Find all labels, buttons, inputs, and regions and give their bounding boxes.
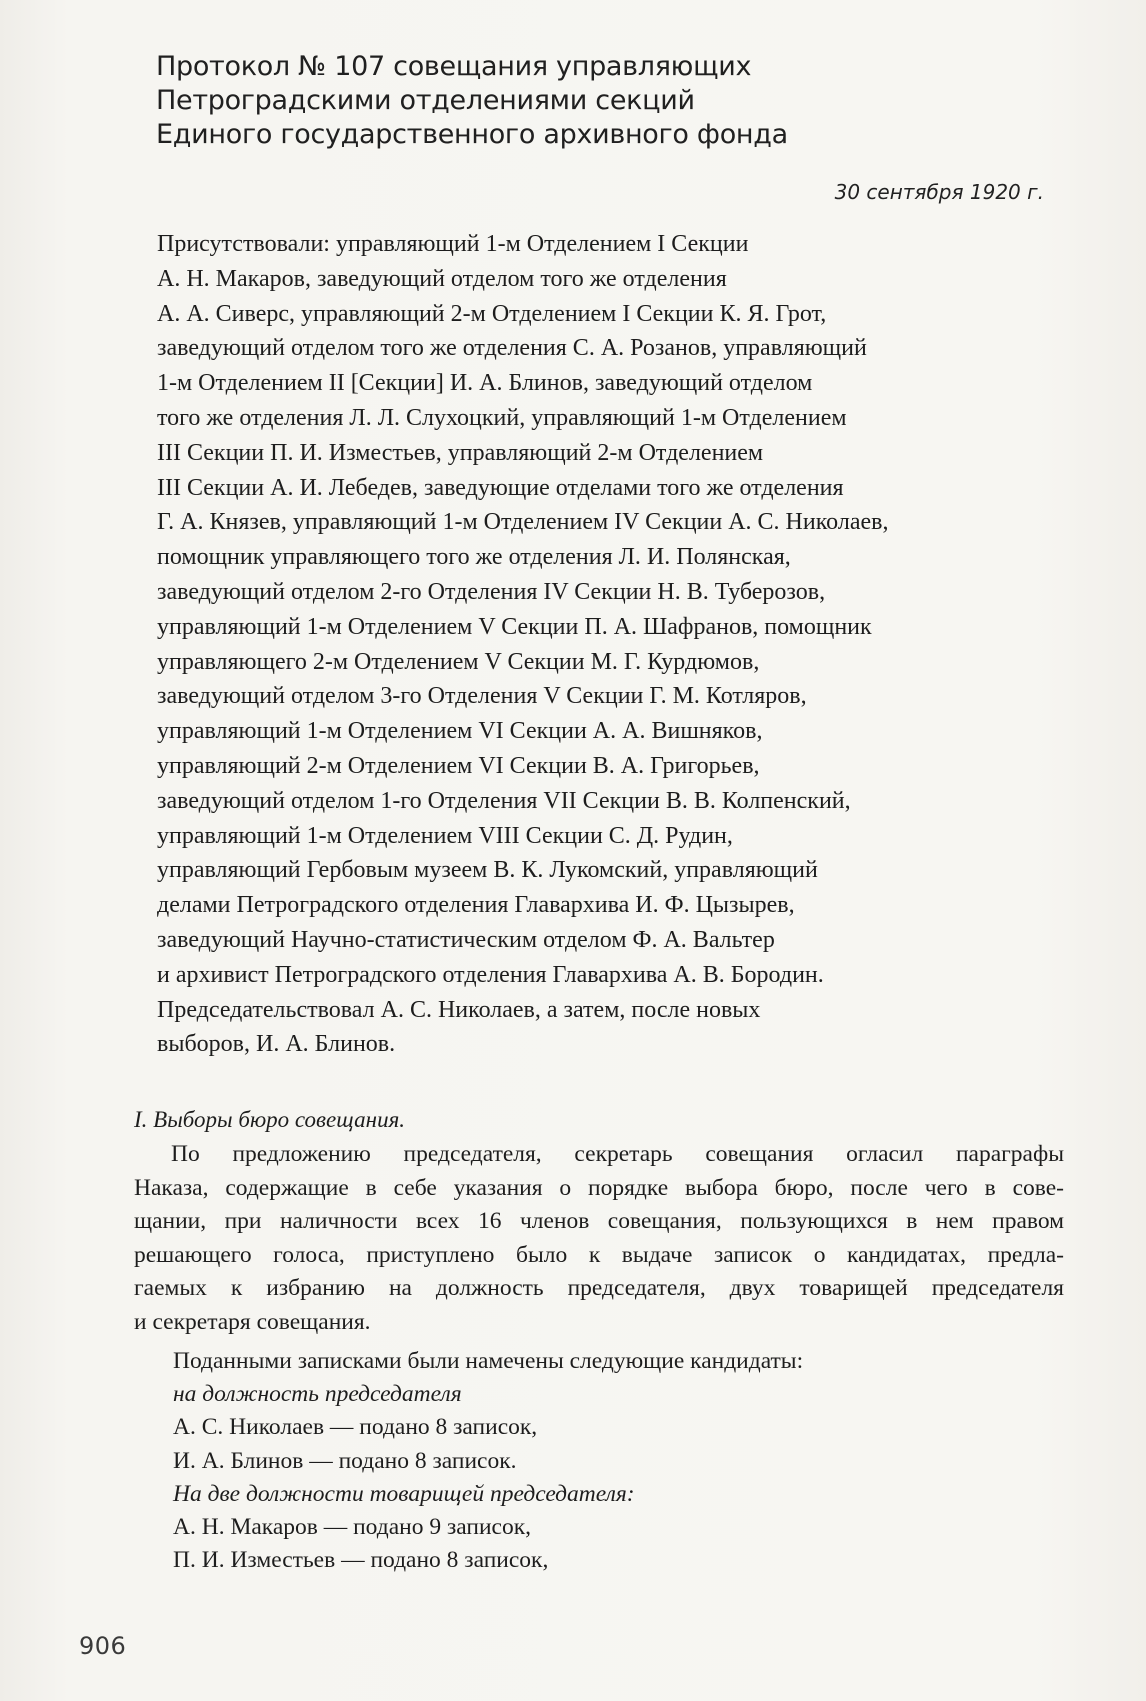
attendees-line: заведующий отделом 1-го Отделения VII Секции В. В. Колпенский, <box>157 787 851 814</box>
paragraph-line: Наказа, содержащие в себе указания о порядке выбора бюро, после чего в сове- <box>134 1174 1064 1201</box>
title-line: Петроградскими отделениями секций <box>156 85 695 116</box>
paragraph-line: гаемых к избранию на должность председателя, двух товарищей председателя <box>134 1275 1064 1301</box>
page-number: 906 <box>79 1632 127 1660</box>
attendees-line: заведующий отделом того же отделения С. А. Розанов, управляющий <box>157 335 867 362</box>
attendees-line: выборов, И. А. Блинов. <box>157 1031 396 1058</box>
candidates-intro: Поданными записками были намечены следующие кандидаты: <box>173 1348 804 1374</box>
paragraph-line: решающего голоса, приступлено было к выдаче записок о кандидатах, предла- <box>134 1241 1064 1268</box>
attendees-line: заведующий отделом 3-го Отделения V Секции Г. М. Котляров, <box>157 683 807 710</box>
deputies-heading: На две должности товарищей председателя: <box>173 1480 635 1507</box>
attendees-line: Присутствовали: управляющий 1-м Отделением I Секции <box>157 231 749 257</box>
document-title <box>156 50 1036 152</box>
attendees-line: управляющий 1-м Отделением VI Секции А. А. Вишняков, <box>157 718 763 745</box>
paragraph-line: и секретаря совещания. <box>134 1308 371 1335</box>
attendees-line: того же отделения Л. Л. Слухоцкий, управляющий 1-м Отделением <box>157 404 847 431</box>
attendees-line: и архивист Петроградского отделения Главархива А. В. Бородин. <box>157 961 824 988</box>
attendees-line: управляющий Гербовым музеем В. К. Лукомский, управляющий <box>157 857 818 884</box>
attendees-block <box>157 227 1037 1062</box>
chair-candidate: И. А. Блинов — подано 8 записок. <box>173 1447 517 1474</box>
attendees-line: А. А. Сиверс, управляющий 2-м Отделением I Секции К. Я. Грот, <box>157 300 827 327</box>
attendees-line: управляющий 1-м Отделением VIII Секции С. Д. Рудин, <box>157 822 733 849</box>
paragraph-line: щании, при наличности всех 16 членов совещания, пользующихся в нем правом <box>134 1208 1064 1234</box>
document-date: 30 сентября 1920 г. <box>834 180 1044 204</box>
deputy-candidate: П. И. Изместьев — подано 8 записок, <box>173 1547 549 1574</box>
title-line: Протокол № 107 совещания управляющих <box>156 51 752 82</box>
election-paragraph <box>134 1138 1064 1339</box>
attendees-line: делами Петроградского отделения Главархива И. Ф. Цызырев, <box>157 892 795 919</box>
attendees-line: помощник управляющего того же отделения Л. И. Полянская, <box>157 544 791 571</box>
attendees-line: Председательствовал А. С. Николаев, а затем, после новых <box>157 996 761 1023</box>
chair-candidate: А. С. Николаев — подано 8 записок, <box>173 1414 538 1441</box>
attendees-line: III Секции А. И. Лебедев, заведующие отделами того же отделения <box>157 474 844 501</box>
attendees-line: управляющий 1-м Отделением V Секции П. А. Шафранов, помощник <box>157 613 872 640</box>
attendees-line: управляющего 2-м Отделением V Секции М. Г. Курдюмов, <box>157 648 760 675</box>
deputy-candidate: А. Н. Макаров — подано 9 записок, <box>173 1514 531 1541</box>
attendees-line: А. Н. Макаров, заведующий отделом того же отделения <box>157 265 727 292</box>
attendees-line: III Секции П. И. Изместьев, управляющий 2-м Отделением <box>157 439 764 466</box>
attendees-line: Г. А. Князев, управляющий 1-м Отделением IV Секции А. С. Николаев, <box>157 509 889 536</box>
chair-heading: на должность председателя <box>173 1381 462 1408</box>
section-heading: I. Выборы бюро совещания. <box>134 1107 406 1132</box>
attendees-line: заведующий Научно-статистическим отделом Ф. А. Вальтер <box>157 926 775 953</box>
attendees-line: управляющий 2-м Отделением VI Секции В. А. Григорьев, <box>157 752 760 779</box>
paragraph-line: По предложению председателя, секретарь совещания огласил параграфы <box>171 1141 1064 1167</box>
candidates-list <box>134 1345 1064 1577</box>
title-line: Единого государственного архивного фонда <box>156 119 788 150</box>
attendees-line: 1-м Отделением II [Секции] И. А. Блинов, заведующий отделом <box>157 370 813 397</box>
attendees-line: заведующий отделом 2-го Отделения IV Секции Н. В. Туберозов, <box>157 578 826 605</box>
